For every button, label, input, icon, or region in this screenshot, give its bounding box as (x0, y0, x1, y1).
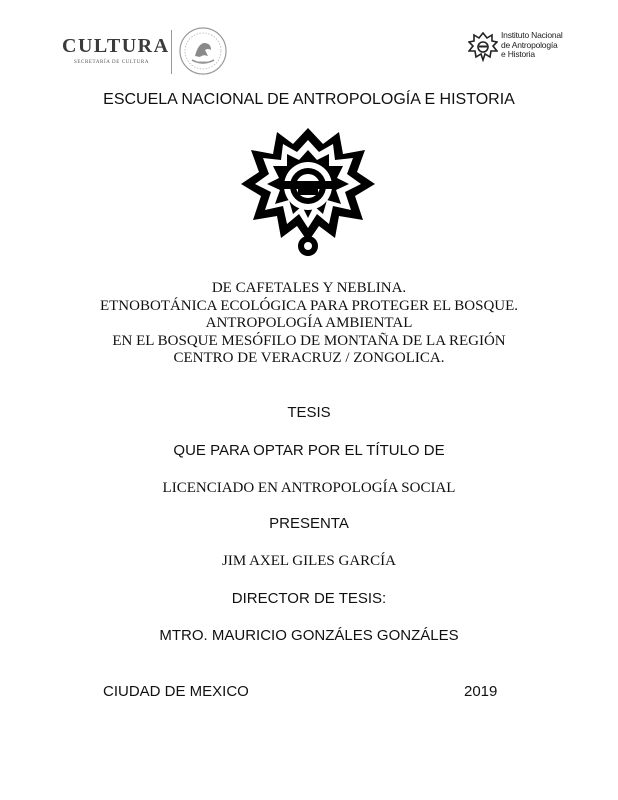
city: CIUDAD DE MEXICO (103, 683, 249, 700)
institution-name: ESCUELA NACIONAL DE ANTROPOLOGÍA E HISTORIA (103, 91, 515, 108)
title-line-2: ETNOBOTÁNICA ECOLÓGICA PARA PROTEGER EL BOSQUE. (99, 297, 519, 314)
inah-logo-text (501, 31, 563, 60)
director-label: DIRECTOR DE TESIS: (231, 590, 387, 607)
presenta-label: PRESENTA (269, 515, 349, 532)
inah-small-logo-icon (468, 32, 498, 62)
thesis-title (0, 280, 618, 368)
degree-name: LICENCIADO EN ANTROPOLOGÍA SOCIAL (162, 480, 456, 496)
title-line-3: ANTROPOLOGÍA AMBIENTAL (205, 315, 413, 331)
title-line-4: EN EL BOSQUE MESÓFILO DE MONTAÑA DE LA REGIÓN (112, 332, 506, 349)
year: 2019 (464, 683, 498, 700)
cultura-logo-text: CULTURA (62, 35, 170, 57)
inah-glyph-icon (239, 126, 377, 258)
cultura-logo-subtitle: SECRETARÍA DE CULTURA (74, 60, 150, 65)
inah-line-3: e Historia (501, 49, 535, 59)
logo-divider (171, 30, 172, 74)
inah-line-1: Instituto Nacional (501, 30, 563, 40)
degree-intro: QUE PARA OPTAR POR EL TÍTULO DE (173, 442, 445, 459)
title-line-5: CENTRO DE VERACRUZ / ZONGOLICA. (173, 350, 445, 366)
title-line-1: DE CAFETALES Y NEBLINA. (211, 280, 407, 296)
document-type: TESIS (287, 404, 331, 421)
inah-line-2: de Antropología (501, 39, 558, 50)
author-name: JIM AXEL GILES GARCÍA (221, 553, 397, 569)
mexico-seal-icon (178, 26, 228, 76)
director-name: MTRO. MAURICIO GONZÁLES GONZÁLES (159, 627, 459, 644)
